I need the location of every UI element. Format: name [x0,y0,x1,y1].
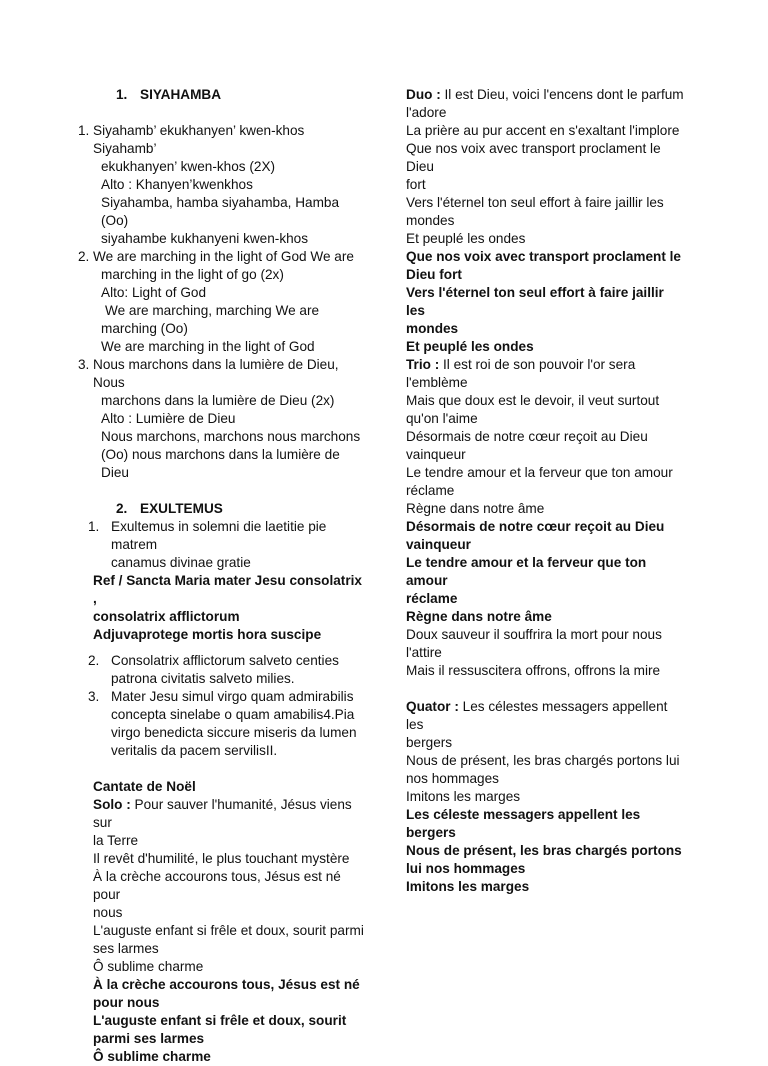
siyahamba-verse-1: 1. Siyahamb’ ekukhanyen’ kwen-khos Siyahamb’ ekukhanyen’ kwen-khos (2X) Alto : Khanyen’kwenkhos Siyahamba, hamba siyahamba, Hamba (Oo) siyahambe kukhanyeni kwen-khos [78,123,340,246]
cantate-quator: Quator : Les célestes messagers appellent les bergers Nous de présent, les bras chargés portons lui nos hommages Imitons les marges Les céleste messagers appellent les bergers Nous de présent, les bras chargés portons lui nos hommages Imitons les marges [406,699,682,894]
exultemus-verse-1: 1. Exultemus in solemni die laetitie pie matrem canamus divinae gratie [88,519,327,570]
exultemus-verse-3: 3. Mater Jesu simul virgo quam admirabilis concepta sinelabe o quam amabilis4.Pia virgo benedicta siccure miseris da lumen veritalis da pacem servilisII. [88,689,357,758]
exultemus-refrain: Ref / Sancta Maria mater Jesu consolatrix , consolatrix afflictorum Adjuvaprotege mortis hora suscipe [93,573,362,642]
cantate-trio: Trio : Il est roi de son pouvoir l'or sera l'emblème Mais que doux est le devoir, il veut surtout qu'on l'aime Désormais de notre cœur reçoit au Dieu vainqueur Le tendre amour et la ferveur que ton amour réclame Règne dans notre âme Désormais de notre cœur reçoit au Dieu vainqueur Le tendre amour et la ferveur que ton amour réclame Règne dans notre âme Doux sauveur il souffrira la mort pour nous l'attire Mais il ressuscitera offrons, offrons la mire [406,357,673,678]
cantate-solo: Cantate de Noël Solo : Pour sauver l'humanité, Jésus viens sur la Terre Il revêt d'humilité, le plus touchant mystère À la crèche accourons tous, Jésus est né pour nous L'auguste enfant si frêle et doux, sourit parmi ses larmes Ô sublime charme À la crèche accourons tous, Jésus est né pour nous L'auguste enfant si frêle et doux, sourit parmi ses larmes Ô sublime charme [78,778,368,1066]
siyahamba-verse-2: 2. We are marching in the light of God We are marching in the light of go (2x) Alto: Light of God We are marching, marching We are marching (Oo) We are marching in the light of God [78,249,354,354]
section-heading-siyahamba: 1. SIYAHAMBA [116,87,222,102]
section-heading-exultemus: 2. EXULTEMUS [116,501,223,516]
siyahamba-verse-3: 3. Nous marchons dans la lumière de Dieu, Nous marchons dans la lumière de Dieu (2x) Alto : Lumière de Dieu Nous marchons, marchons nous marchons (Oo) nous marchons dans la lumière de Dieu [78,357,361,480]
cantate-title: Cantate de Noël [93,779,196,794]
cantate-duo: Duo : Il est Dieu, voici l'encens dont le parfum l'adore La prière au pur accent en s'exaltant l'implore Que nos voix avec transport proclament le Dieu fort Vers l'éternel ton seul effort à faire jaillir les mondes Et peuplé les ondes Que nos voix avec transport proclament le Dieu fort Vers l'éternel ton seul effort à faire jaillir les mondes Et peuplé les ondes [406,87,684,354]
exultemus-verse-2: 2. Consolatrix afflictorum salveto centies patrona civitatis salveto milies. [88,653,339,686]
siyahamba-verses [78,122,368,482]
right-column [406,86,686,896]
left-column [78,86,368,1066]
